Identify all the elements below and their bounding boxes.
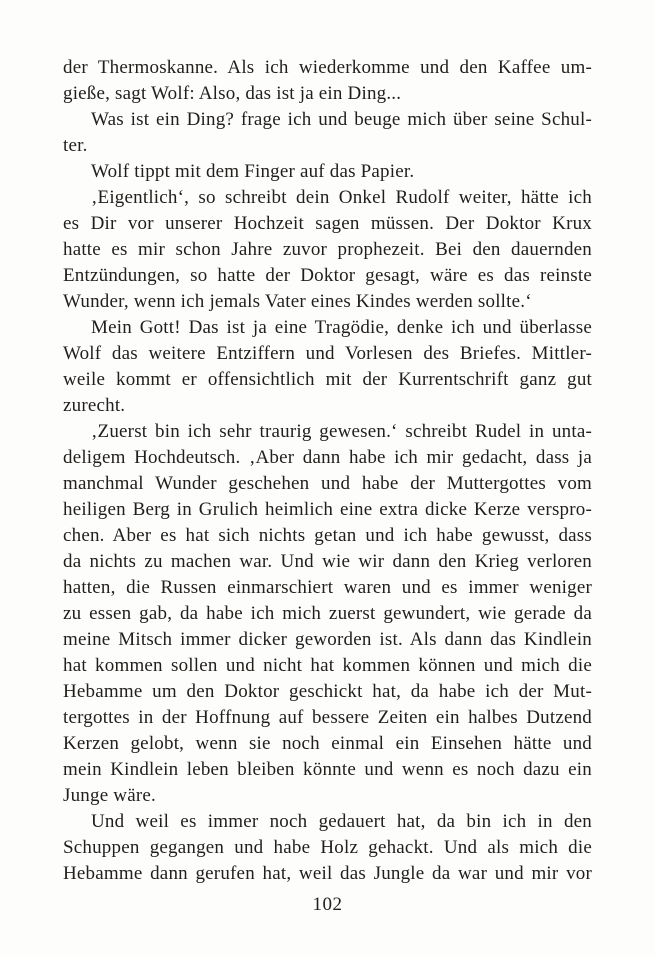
text-line: Wolf tippt mit dem Finger auf das Papier. — [91, 161, 415, 182]
paragraph — [63, 419, 592, 809]
text-line: zurecht. — [63, 395, 126, 416]
text-line: heiligen Berg in Grulich heimlich eine extra dicke Kerze verspro- — [63, 499, 592, 520]
text-line: deligem Hochdeutsch. ‚Aber dann habe ich mir gedacht, dass ja — [63, 447, 592, 468]
text-line: Was ist ein Ding? frage ich und beuge mich über seine Schul- — [91, 109, 592, 130]
paragraph — [63, 809, 592, 887]
text-line: hatte es mir schon Jahre zuvor prophezeit. Bei den dauernden — [63, 239, 592, 260]
text-line: da nichts zu machen war. Und wie wir dann den Krieg verloren — [63, 551, 592, 572]
text-line: hatten, die Russen einmarschiert waren und es immer weniger — [63, 577, 592, 598]
text-line: Wunder, wenn ich jemals Vater eines Kindes werden sollte.‘ — [63, 291, 532, 312]
text-line: zu essen gab, da habe ich mich zuerst gewundert, wie gerade da — [63, 603, 592, 624]
text-line: ‚Zuerst bin ich sehr traurig gewesen.‘ schreibt Rudel in unta- — [91, 421, 592, 442]
text-line: Wolf das weitere Entziffern und Vorlesen des Briefes. Mittler- — [63, 343, 592, 364]
page-number: 102 — [312, 894, 343, 915]
text-line: ter. — [63, 135, 88, 156]
text-block — [63, 55, 592, 887]
text-line: Entzündungen, so hatte der Doktor gesagt, wäre es das reinste — [63, 265, 592, 286]
paragraph — [63, 107, 592, 159]
text-line: Hebamme dann gerufen hat, weil das Jungle da war und mir vor — [63, 863, 592, 884]
text-line: Und weil es immer noch gedauert hat, da bin ich in den — [91, 811, 592, 832]
text-line: Junge wäre. — [63, 785, 156, 806]
paragraph — [63, 315, 592, 419]
text-line: chen. Aber es hat sich nichts getan und ich habe gewusst, dass — [63, 525, 592, 546]
text-line: Hebamme um den Doktor geschickt hat, da habe ich der Mut- — [63, 681, 592, 702]
text-line: mein Kindlein leben bleiben könnte und wenn es noch dazu ein — [63, 759, 592, 780]
text-line: Kerzen gelobt, wenn sie noch einmal ein Einsehen hätte und — [63, 733, 592, 754]
text-line: gieße, sagt Wolf: Also, das ist ja ein Ding... — [63, 83, 402, 104]
text-line: es Dir vor unserer Hochzeit sagen müssen. Der Doktor Krux — [63, 213, 592, 234]
text-line: der Thermoskanne. Als ich wiederkomme und den Kaffee um- — [63, 57, 592, 78]
text-line: meine Mitsch immer dicker geworden ist. Als dann das Kindlein — [63, 629, 592, 650]
paragraph — [63, 159, 592, 185]
text-line: hat kommen sollen und nicht hat kommen können und mich die — [63, 655, 592, 676]
text-line: manchmal Wunder geschehen und habe der Muttergottes vom — [63, 473, 592, 494]
text-line: Schuppen gegangen und habe Holz gehackt. Und als mich die — [63, 837, 592, 858]
paragraph — [63, 55, 592, 107]
paragraph — [63, 185, 592, 315]
text-line: Mein Gott! Das ist ja eine Tragödie, denke ich und überlasse — [91, 317, 592, 338]
text-line: tergottes in der Hoffnung auf bessere Zeiten ein halbes Dutzend — [63, 707, 592, 728]
text-line: ‚Eigentlich‘, so schreibt dein Onkel Rudolf weiter, hätte ich — [91, 187, 592, 208]
text-line: weile kommt er offensichtlich mit der Kurrentschrift ganz gut — [63, 369, 592, 390]
